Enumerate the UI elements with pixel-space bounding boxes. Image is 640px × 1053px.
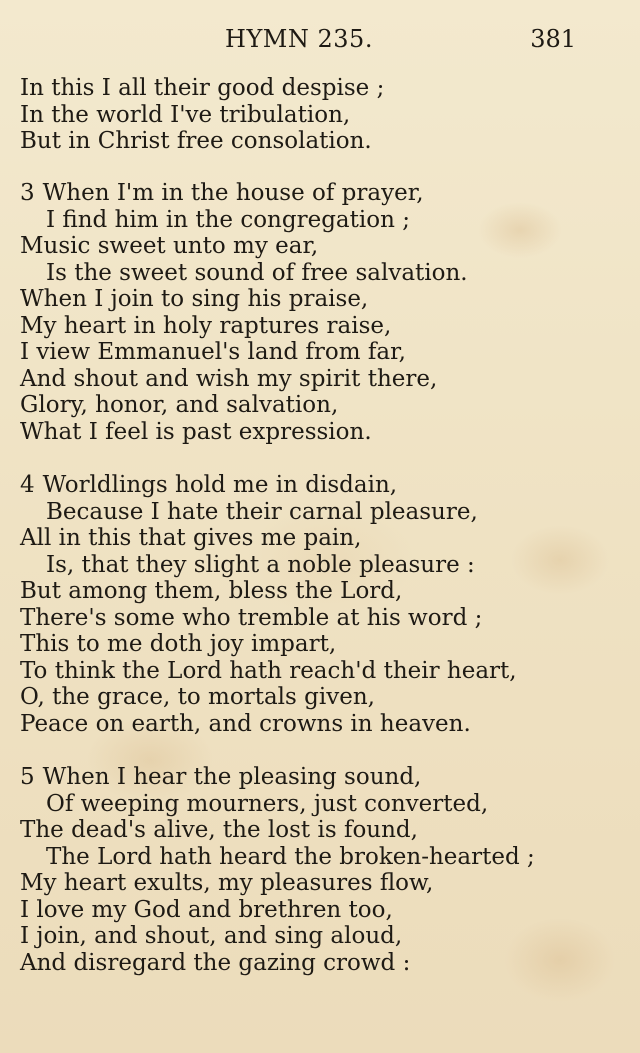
verse-line: When I join to sing his praise, [20,286,369,312]
verse-line: Music sweet unto my ear, [20,233,319,259]
verse-line: I find him in the congregation ; [46,206,410,233]
verse-line: All in this that gives me pain, [20,525,362,551]
verse-line: Of weeping mourners, just converted, [46,790,489,817]
verse-4 [20,472,620,737]
verse-line: Glory, honor, and salvation, [20,392,339,418]
verse-line: But among them, bless the Lord, [20,578,403,604]
running-title: HYMN 235. [225,25,373,53]
verse-line: And shout and wish my spirit there, [20,365,438,392]
verse-line: To think the Lord hath reach'd their heart, [20,657,517,684]
verse-line: The Lord hath heard the broken-hearted ; [46,843,535,870]
verse-5 [20,764,620,976]
verse-line: In the world I've tribulation, [20,101,351,128]
verse-line-text: When I'm in the house of prayer, [42,180,424,206]
verse-line: Is, that they slight a noble pleasure : [46,551,475,578]
verse-line: And disregard the gazing crowd : [20,949,411,976]
verse-line [20,180,620,207]
page-number: 381 [530,25,576,53]
verse-line: Is the sweet sound of free salvation. [46,259,468,286]
verse-line: My heart in holy raptures raise, [20,312,392,339]
page-header [0,22,640,56]
verse-3 [20,180,620,445]
verse-line: But in Christ free consolation. [20,128,372,154]
verse-line: Peace on earth, and crowns in heaven. [20,710,471,737]
verse-line: My heart exults, my pleasures flow, [20,870,434,896]
verse-line: There's some who tremble at his word ; [20,604,483,631]
verse-continuation [20,75,620,155]
verse-line: The dead's alive, the lost is found, [20,817,418,843]
verse-line-text: When I hear the pleasing sound, [42,764,422,790]
verse-line: I join, and shout, and sing aloud, [20,923,403,949]
verse-line [20,764,620,791]
verse-line: O, the grace, to mortals given, [20,684,375,710]
verse-line: I view Emmanuel's land from far, [20,339,406,365]
verse-number: 3 [20,180,35,206]
verse-line: What I feel is past expression. [20,418,372,445]
verse-number: 4 [20,472,35,498]
verse-line [20,472,620,499]
verse-line: Because I hate their carnal pleasure, [46,498,478,525]
verse-line: This to me doth joy impart, [20,631,337,657]
verse-line: In this I all their good despise ; [20,75,385,101]
verse-line-text: Worldlings hold me in disdain, [42,472,398,498]
verse-number: 5 [20,764,35,790]
verse-line: I love my God and brethren too, [20,896,393,923]
